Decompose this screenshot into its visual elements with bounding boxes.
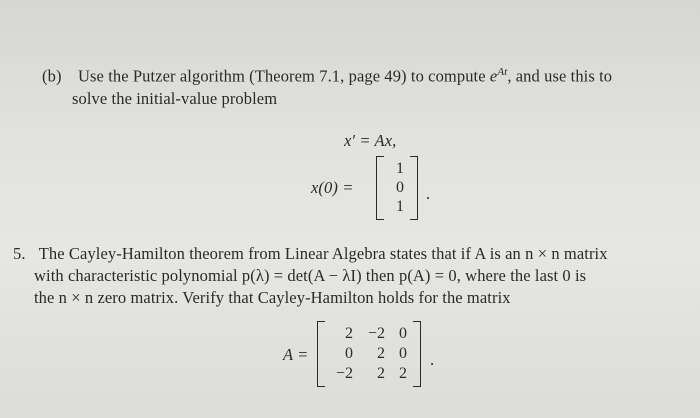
vector-entry: 1: [396, 160, 404, 177]
matrix-entry: −2: [335, 365, 353, 382]
matrix-entry: −2: [367, 325, 385, 342]
matrix-entry: 0: [399, 325, 407, 342]
matrix-entries: [325, 325, 413, 383]
matrix-A: [317, 320, 421, 388]
matrix-lhs: A =: [283, 345, 309, 364]
matrix-period: .: [430, 350, 435, 369]
part-b-line-2: solve the initial-value problem: [72, 89, 278, 108]
equation-ode: x′ = Ax,: [344, 131, 397, 150]
matrix-right-bracket: [413, 321, 421, 387]
matrix-left-bracket: [317, 321, 325, 387]
part-b-text-pre: Use the Putzer algorithm (Theorem 7.1, page 49) to compute: [78, 66, 490, 86]
problem-number: 5.: [13, 244, 26, 263]
exp-superscript: At: [497, 66, 508, 78]
problem-5-line-3: the n × n zero matrix. Verify that Cayley-Hamilton holds for the matrix: [34, 288, 511, 307]
vector-entries: [384, 160, 410, 216]
vector-period: .: [426, 184, 431, 203]
part-b-label: (b): [42, 66, 62, 86]
part-b-line-1: [42, 66, 612, 87]
initial-vector: [376, 155, 418, 221]
matrix-entry: 0: [345, 345, 353, 362]
exp-base: e: [489, 66, 498, 86]
problem-5-text-1: The Cayley-Hamilton theorem from Linear Algebra states that if A is an n × n matrix: [38, 244, 608, 263]
problem-5-line-2: with characteristic polynomial p(λ) = det(A − λI) then p(A) = 0, where the last 0 is: [34, 266, 587, 285]
matrix-entry: 0: [399, 345, 407, 362]
problem-5-line-1: [13, 244, 608, 264]
vector-entry: 1: [396, 198, 404, 215]
matrix-entry: 2: [345, 325, 353, 342]
initial-condition-lhs: x(0) =: [311, 178, 354, 197]
part-b-text-post: , and use this to: [507, 66, 613, 86]
vector-left-bracket: [376, 156, 384, 220]
vector-right-bracket: [410, 156, 418, 220]
matrix-entry: 2: [377, 345, 385, 362]
matrix-entry: 2: [377, 365, 385, 382]
matrix-entry: 2: [399, 365, 407, 382]
vector-entry: 0: [396, 179, 404, 196]
